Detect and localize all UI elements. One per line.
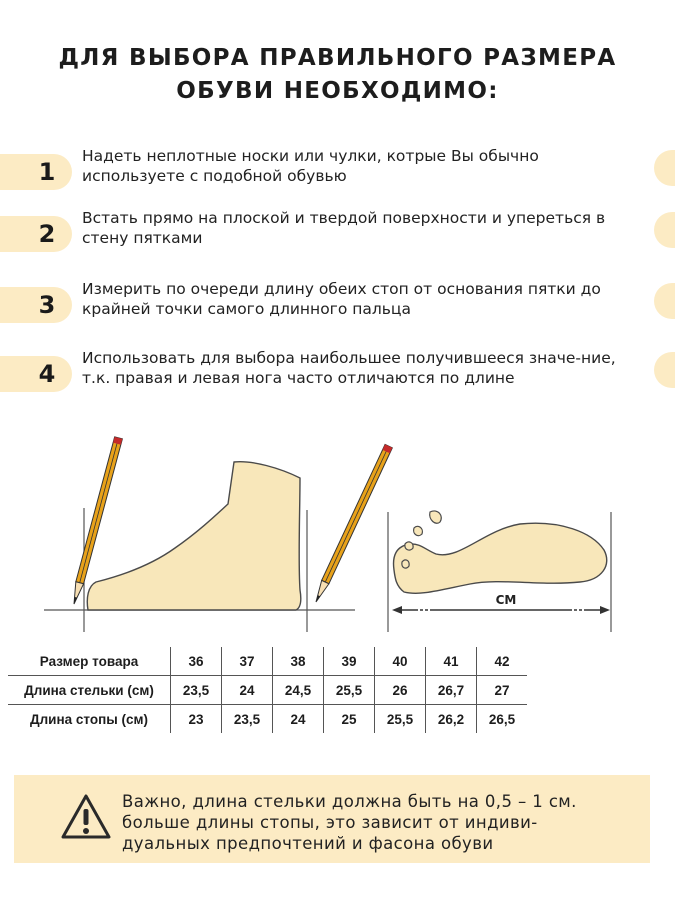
step-right-tab — [654, 150, 675, 186]
table-cell: 41 — [426, 647, 477, 676]
warning-icon — [60, 793, 112, 841]
table-cell: 25,5 — [324, 676, 375, 705]
important-note — [14, 775, 650, 863]
table-row — [8, 676, 527, 705]
table-cell: 27 — [477, 676, 528, 705]
table-cell: 24 — [222, 676, 273, 705]
table-cell: 42 — [477, 647, 528, 676]
note-line: Важно, длина стельки должна быть на 0,5 – 1 см. — [122, 792, 577, 811]
step-right-tab — [654, 212, 675, 248]
table-cell: 26,2 — [426, 705, 477, 734]
table-cell: 40 — [375, 647, 426, 676]
table-cell: 23 — [171, 705, 222, 734]
table-cell: 39 — [324, 647, 375, 676]
foot-side-shape — [87, 462, 301, 610]
step-number: 1 — [38, 158, 56, 186]
step-number: 2 — [38, 220, 56, 248]
title-text-bold: ПРАВИЛЬНОГО — [259, 45, 474, 71]
note-line: дуальных предпочтений и фасона обуви — [122, 834, 494, 853]
step-right-tab — [654, 283, 675, 319]
table-cell: 26 — [375, 676, 426, 705]
footprint-top-view — [388, 511, 611, 632]
step-2 — [0, 208, 675, 268]
toe-shape — [430, 511, 442, 523]
table-row — [8, 705, 527, 734]
table-row — [8, 647, 527, 676]
table-cell: 36 — [171, 647, 222, 676]
step-number: 4 — [38, 360, 56, 388]
row-label: Размер товара — [8, 647, 171, 676]
toe-shape — [405, 542, 413, 550]
size-table — [8, 647, 527, 733]
note-text — [122, 791, 642, 854]
note-line: больше длины стопы, это зависит от индиви- — [122, 813, 538, 832]
table-cell: 37 — [222, 647, 273, 676]
row-label: Длина стельки (см) — [8, 676, 171, 705]
pencil-right-icon — [312, 444, 392, 603]
table-cell: 25 — [324, 705, 375, 734]
table-cell: 25,5 — [375, 705, 426, 734]
step-text: Измерить по очереди длину обеих стоп от основания пятки до крайней точки самого длинного пальца — [82, 280, 601, 318]
title-text-pre: ДЛЯ ВЫБОРА — [58, 45, 260, 71]
title-text-post: РАЗМЕРА — [473, 45, 617, 71]
table-cell: 23,5 — [222, 705, 273, 734]
step-text: Встать прямо на плоской и твердой поверхности и упереться в стену пятками — [82, 209, 606, 247]
toe-shape — [402, 560, 409, 568]
toe-shape — [414, 526, 423, 535]
step-4 — [0, 348, 675, 408]
step-text: Использовать для выбора наибольшее получившееся значе-ние, т.к. правая и левая нога часто отличаются по длине — [82, 349, 616, 387]
step-text: Надеть неплотные носки или чулки, котрые Вы обычно используете с подобной обувью — [82, 147, 539, 185]
table-cell: 23,5 — [171, 676, 222, 705]
table-cell: 24 — [273, 705, 324, 734]
footprint-shape — [394, 523, 607, 593]
step-number: 3 — [38, 291, 56, 319]
measurement-illustration — [0, 420, 675, 640]
foot-side-view — [44, 437, 392, 632]
row-label: Длина стопы (см) — [29, 711, 148, 727]
table-cell: 38 — [273, 647, 324, 676]
arrow-right-icon — [600, 606, 610, 614]
table-cell: 24,5 — [273, 676, 324, 705]
step-3 — [0, 279, 675, 339]
table-cell: 26,7 — [426, 676, 477, 705]
step-right-tab — [654, 352, 675, 388]
page-title — [0, 42, 675, 108]
title-line-1 — [0, 42, 675, 75]
step-1 — [0, 146, 675, 206]
title-line-2: ОБУВИ НЕОБХОДИМО: — [176, 78, 499, 104]
unit-label: СМ — [495, 593, 517, 607]
arrow-left-icon — [392, 606, 402, 614]
table-cell: 26,5 — [477, 705, 528, 734]
